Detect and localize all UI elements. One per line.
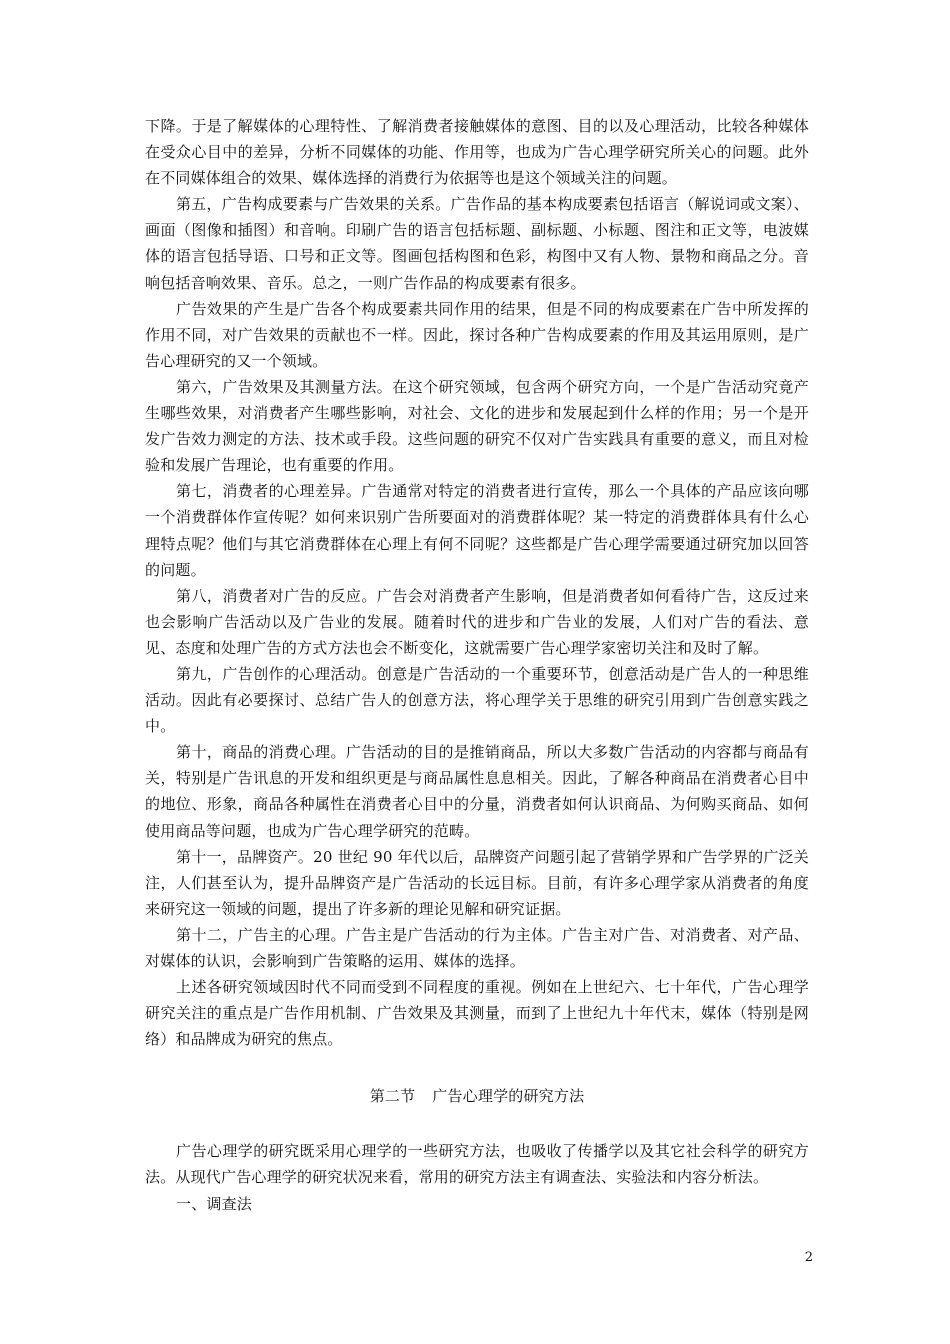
subheading-survey-method: 一、调查法 <box>176 1194 253 1213</box>
paragraph-ad-effect-components: 广告效果的产生是广告各个构成要素共同作用的结果，但是不同的构成要素在广告中所发挥的作用不同，对广告效果的贡献也不一样。因此，探讨各种广告构成要素的作用及其运用原则，是广告心理研究的又一个领域。 <box>145 299 809 370</box>
paragraph-item-7: 第七，消费者的心理差异。广告通常对特定的消费者进行宣传，那么一个具体的产品应该向哪一个消费群体作宣传呢？如何来识别广告所要面对的消费群体呢？某一特定的消费群体具有什么心理特点呢？他们与其它消费群体在心理上有何不同呢？这些都是广告心理学需要通过研究加以回答的问题。 <box>145 482 809 579</box>
section-heading: 第二节 广告心理学的研究方法 <box>369 1087 585 1106</box>
paragraph-item-9: 第九，广告创作的心理活动。创意是广告活动的一个重要环节，创意活动是广告人的一种思维活动。因此有必要探讨、总结广告人的创意方法，将心理学关于思维的研究引用到广告创意实践之中。 <box>145 664 809 736</box>
paragraph-item-11: 第十一，品牌资产。20 世纪 90 年代以后，品牌资产问题引起了营销学界和广告学界的广泛关注，人们甚至认为，提升品牌资产是广告活动的长远目标。目前，有许多心理学家从消费者的角度来研究这一领域的问题，提出了许多新的理论见解和研究证据。 <box>145 847 809 918</box>
paragraph-continued: 下降。于是了解媒体的心理特性、了解消费者接触媒体的意图、目的以及心理活动，比较各种媒体在受众心目中的差异，分析不同媒体的功能、作用等，也成为广告心理学研究所关心的问题。此外在不同媒体组合的效果、媒体选择的消费行为依据等也是这个领域关注的问题。 <box>145 117 809 188</box>
body-text <box>145 113 809 1217</box>
paragraph-item-8: 第八，消费者对广告的反应。广告会对消费者产生影响，但是消费者如何看待广告，这反过来也会影响广告活动以及广告业的发展。随着时代的进步和广告业的发展，人们对广告的看法、意见、态度和处理广告的方式方法也会不断变化，这就需要广告心理学家密切关注和及时了解。 <box>145 586 809 657</box>
paragraph-item-10: 第十，商品的消费心理。广告活动的目的是推销商品，所以大多数广告活动的内容都与商品有关，特别是广告讯息的开发和组织更是与商品属性息息相关。因此，了解各种商品在消费者心目中的地位、形象，商品各种属性在消费者心目中的分量，消费者如何认识商品、为何购买商品、如何使用商品等问题，也成为广告心理学研究的范畴。 <box>145 743 809 840</box>
paragraph-methods-intro: 广告心理学的研究既采用心理学的一些研究方法，也吸收了传播学以及其它社会科学的研究方法。从现代广告心理学的研究状况来看，常用的研究方法主有调查法、实验法和内容分析法。 <box>145 1142 809 1187</box>
paragraph-item-12: 第十二，广告主的心理。广告主是广告活动的行为主体。广告主对广告、对消费者、对产品、对媒体的认识，会影响到广告策略的运用、媒体的选择。 <box>145 925 809 970</box>
page-number: 2 <box>804 1250 813 1265</box>
paragraph-item-6: 第六，广告效果及其测量方法。在这个研究领域，包含两个研究方向，一个是广告活动究竟产生哪些效果，对消费者产生哪些影响，对社会、文化的进步和发展起到什么样的作用；另一个是开发广告效力测定的方法、技术或手段。这些问题的研究不仅对广告实践具有重要的意义，而且对检验和发展广告理论，也有重要的作用。 <box>145 377 809 475</box>
paragraph-item-5: 第五，广告构成要素与广告效果的关系。广告作品的基本构成要素包括语言（解说词或文案）、画面（图像和插图）和音响。印刷广告的语言包括标题、副标题、小标题、图注和正文等，电波媒体的语言包括导语、口号和正文等。图画包括构图和色彩，构图中又有人物、景物和商品之分。音响包括音响效果、音乐。总之，一则广告作品的构成要素有很多。 <box>145 195 809 292</box>
paragraph-summary: 上述各研究领域因时代不同而受到不同程度的重视。例如在上世纪六、七十年代，广告心理学研究关注的重点是广告作用机制、广告效果及其测量，而到了上世纪九十年代末，媒体（特别是网络）和品牌成为研究的焦点。 <box>145 978 809 1049</box>
